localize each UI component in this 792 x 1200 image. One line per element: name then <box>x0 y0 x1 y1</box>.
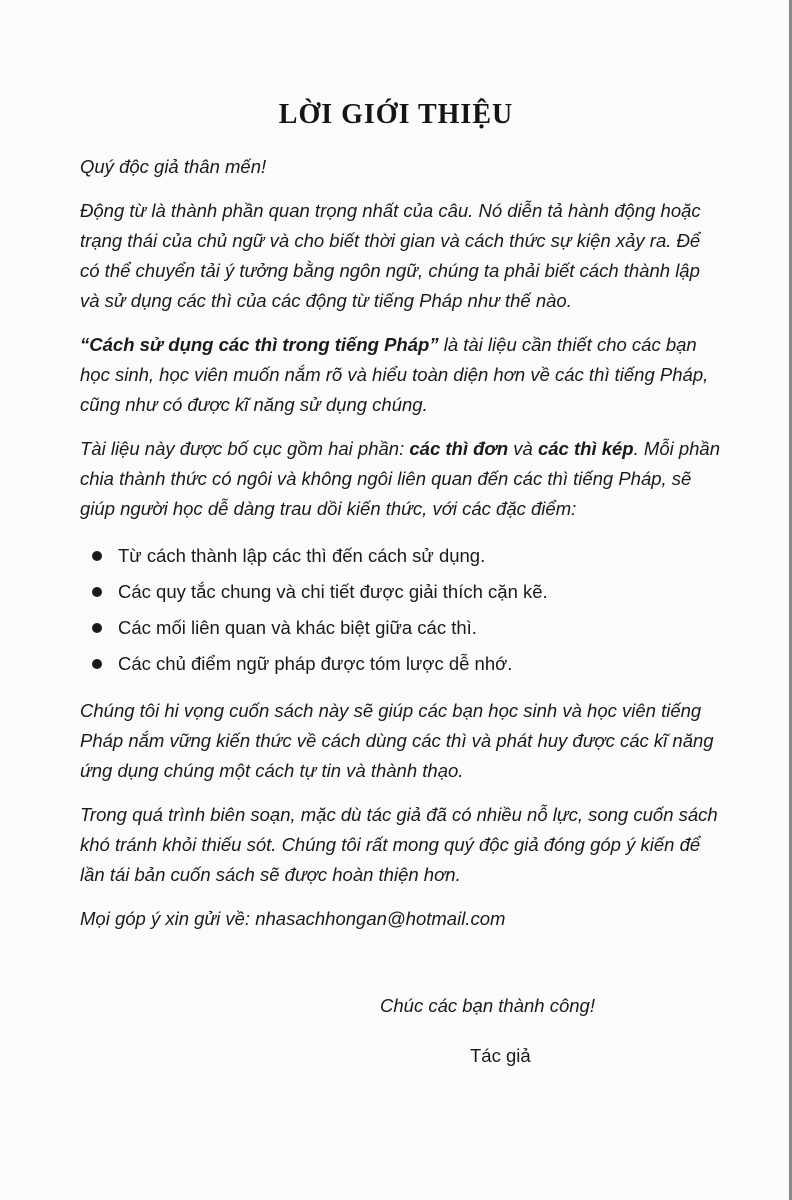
bullet-icon <box>92 587 102 597</box>
closing-wish: Chúc các bạn thành công! <box>380 995 595 1016</box>
paragraph-book-rest: là tài liệu cần thiết cho các bạn học sinh, học viên muốn nắm rõ và hiểu toàn diện hơn về các thì tiếng Pháp, cũng như có được kĩ năng sử dụng chúng. <box>80 334 709 415</box>
list-item: Các quy tắc chung và chi tiết được giải thích cặn kẽ. <box>88 574 720 610</box>
bullet-icon <box>92 659 102 669</box>
paragraph-intro: Động từ là thành phần quan trọng nhất của câu. Nó diễn tả hành động hoặc trạng thái của chủ ngữ và cho biết thời gian và cách thức sự kiện xảy ra. Để có thể chuyển tải ý tưởng bằng ngôn ngữ, chúng ta phải biết cách thành lập và sử dụng các thì của các động từ tiếng Pháp như thế nào. <box>80 200 701 311</box>
bullet-icon <box>92 551 102 561</box>
structure-rest: . Mỗi phần chia thành thức có ngôi và không ngôi liên quan đến các thì tiếng Pháp, sẽ giúp người học dễ dàng trau dồi kiến thức, với các đặc điểm: <box>80 438 721 519</box>
page-body <box>80 152 720 948</box>
paragraph-book <box>80 330 720 420</box>
feature-list <box>80 538 720 682</box>
author-signature: Tác giả <box>470 1045 531 1066</box>
contact-line: Mọi góp ý xin gửi về: nhasachhongan@hotmail.com <box>80 908 506 929</box>
paragraph-structure <box>80 434 720 524</box>
part-simple-tenses: các thì đơn <box>409 438 509 459</box>
paragraph-hope: Chúng tôi hi vọng cuốn sách này sẽ giúp các bạn học sinh và học viên tiếng Pháp nắm vững kiến thức về cách dùng các thì và phát huy được các kĩ năng ứng dụng chúng một cách tự tin và thành thạo. <box>80 700 714 781</box>
list-item: Các chủ điểm ngữ pháp được tóm lược dễ nhớ. <box>88 646 720 682</box>
list-item: Từ cách thành lập các thì đến cách sử dụng. <box>88 538 720 574</box>
bullet-icon <box>92 623 102 633</box>
paragraph-feedback: Trong quá trình biên soạn, mặc dù tác giả đã có nhiều nỗ lực, song cuốn sách khó tránh khỏi thiếu sót. Chúng tôi rất mong quý độc giả đóng góp ý kiến để lần tái bản cuốn sách sẽ được hoàn thiện hơn. <box>80 804 718 885</box>
page-title: LỜI GIỚI THIỆU <box>278 99 514 130</box>
structure-lead: Tài liệu này được bố cục gồm hai phần: <box>80 438 410 459</box>
book-title: “Cách sử dụng các thì trong tiếng Pháp” <box>80 334 439 355</box>
list-item: Các mối liên quan và khác biệt giữa các thì. <box>88 610 720 646</box>
structure-joiner: và <box>508 438 538 459</box>
part-compound-tenses: các thì kép <box>537 438 634 459</box>
greeting: Quý độc giả thân mến! <box>80 156 267 177</box>
